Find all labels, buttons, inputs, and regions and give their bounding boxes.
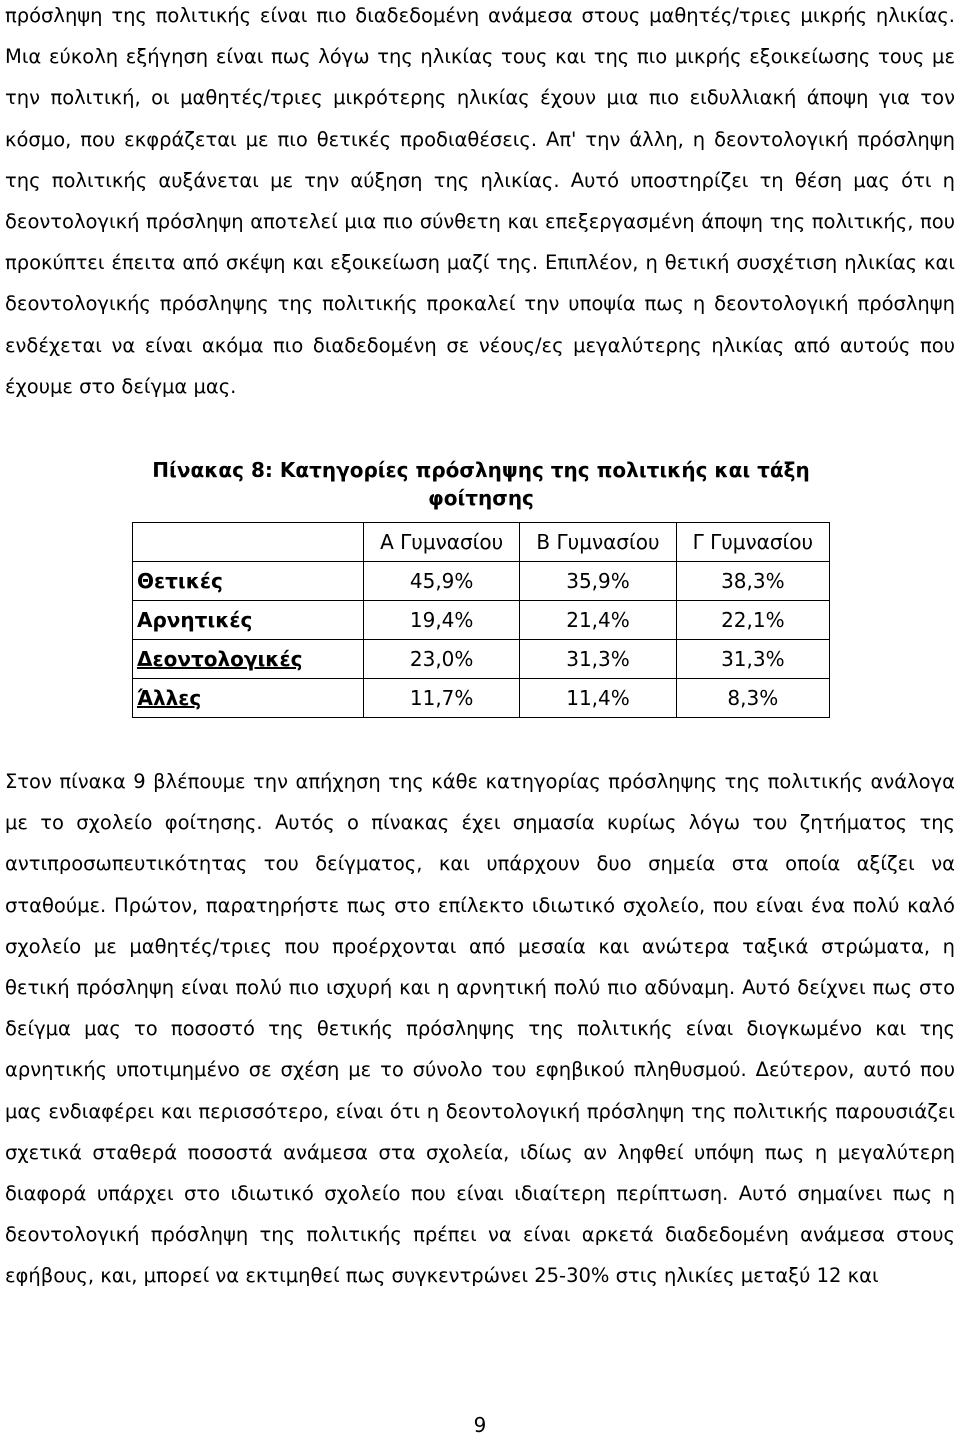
table-row (133, 601, 830, 640)
column-header: Α Γυμνασίου (364, 523, 520, 562)
table-cell: 19,4% (364, 601, 520, 640)
table-cell: 31,3% (520, 640, 676, 679)
table-cell: 11,7% (364, 679, 520, 718)
paragraph-bottom: Στον πίνακα 9 βλέπουμε την απήχηση της κάθε κατηγορίας πρόσληψης της πολιτικής ανάλογα με το σχολείο φοίτησης. Αυτός ο πίνακας έχει σημασία κυρίως λόγω του ζητήματος της αντιπροσωπευτικότητας του δείγματος, και υπάρχουν δυο σημεία στα οποία αξίζει να σταθούμε. Πρώτον, παρατηρήστε πως στο επίλεκτο ιδιωτικό σχολείο, που είναι ένα πολύ καλό σχολείο με μαθητές/τριες που προέρχονται από μεσαία και ανώτερα ταξικά στρώματα, η θετική πρόσληψη είναι πολύ πιο ισχυρή και η αρνητική πολύ πιο αδύναμη. Αυτό δείχνει πως στο δείγμα μας το ποσοστό της θετικής πρόσληψης της πολιτικής είναι διογκωμένο και της αρνητικής υποτιμημένο σε σχέση με το σύνολο του εφηβικού πληθυσμού. Δεύτερον, αυτό που μας ενδιαφέρει και περισσότερο, είναι ότι η δεοντολογική πρόσληψη της πολιτικής παρουσιάζει σχετικά σταθερά ποσοστά ανάμεσα στα σχολεία, ιδίως αν ληφθεί υπόψη πως η μεγαλύτερη διαφορά υπάρχει στο ιδιωτικό σχολείο που είναι ιδιαίτερη περίπτωση. Αυτό σημαίνει πως η δεοντολογική πρόσληψη της πολιτικής πρέπει να είναι αρκετά διαδεδομένη ανάμεσα στους εφήβους, και, μπορεί να εκτιμηθεί πως συγκεντρώνει 25-30% στις ηλικίες μεταξύ 12 και (5, 770, 955, 1288)
table-cell: 8,3% (676, 679, 829, 718)
table-caption: Πίνακας 8: Κατηγορίες πρόσληψης της πολιτικής και τάξη φοίτησης (152, 458, 810, 511)
row-label: Δεοντολογικές (133, 640, 364, 679)
table-row (133, 640, 830, 679)
paragraph-top: πρόσληψη της πολιτικής είναι πιο διαδεδομένη ανάμεσα στους μαθητές/τριες μικρής ηλικίας. Μια εύκολη εξήγηση είναι πως λόγω της ηλικίας τους και της πιο μικρής εξοικείωσης τους με την πολιτική, οι μαθητές/τριες μικρότερης ηλικίας έχουν μια πιο ειδυλλιακή άποψη για τον κόσμο, που εκφράζεται με πιο θετικές προδιαθέσεις. Απ' την άλλη, η δεοντολογική πρόσληψη της πολιτικής αυξάνεται με την αύξηση της ηλικίας. Αυτό υποστηρίζει τη θέση μας ότι η δεοντολογική πρόσληψη αποτελεί μια πιο σύνθετη και επεξεργασμένη άποψη της πολιτικής, που προκύπτει έπειτα από σκέψη και εξοικείωση μαζί της. Επιπλέον, η θετική συσχέτιση ηλικίας και δεοντολογικής πρόσληψης της πολιτικής προκαλεί την υποψία πως η δεοντολογική πρόσληψη ενδέχεται να είναι ακόμα πιο διαδεδομένη σε νέους/ες μεγαλύτερης ηλικίας από αυτούς που έχουμε στο δείγμα μας. (5, 4, 955, 398)
table-row (133, 562, 830, 601)
column-header: Γ Γυμνασίου (676, 523, 829, 562)
document-page (5, 0, 955, 1297)
row-label: Θετικές (133, 562, 364, 601)
table-row (133, 679, 830, 718)
table-cell: 23,0% (364, 640, 520, 679)
table-cell: 38,3% (676, 562, 829, 601)
table-cell: 11,4% (520, 679, 676, 718)
page-number: 9 (473, 1413, 487, 1437)
table-corner-cell (133, 523, 364, 562)
table-cell: 45,9% (364, 562, 520, 601)
perception-by-grade-table (132, 522, 830, 718)
table-block (132, 456, 830, 718)
row-label: Άλλες (133, 679, 364, 718)
table-cell: 35,9% (520, 562, 676, 601)
table-cell: 31,3% (676, 640, 829, 679)
table-header-row (133, 523, 830, 562)
row-label: Αρνητικές (133, 601, 364, 640)
table-cell: 21,4% (520, 601, 676, 640)
table-cell: 22,1% (676, 601, 829, 640)
column-header: Β Γυμνασίου (520, 523, 676, 562)
